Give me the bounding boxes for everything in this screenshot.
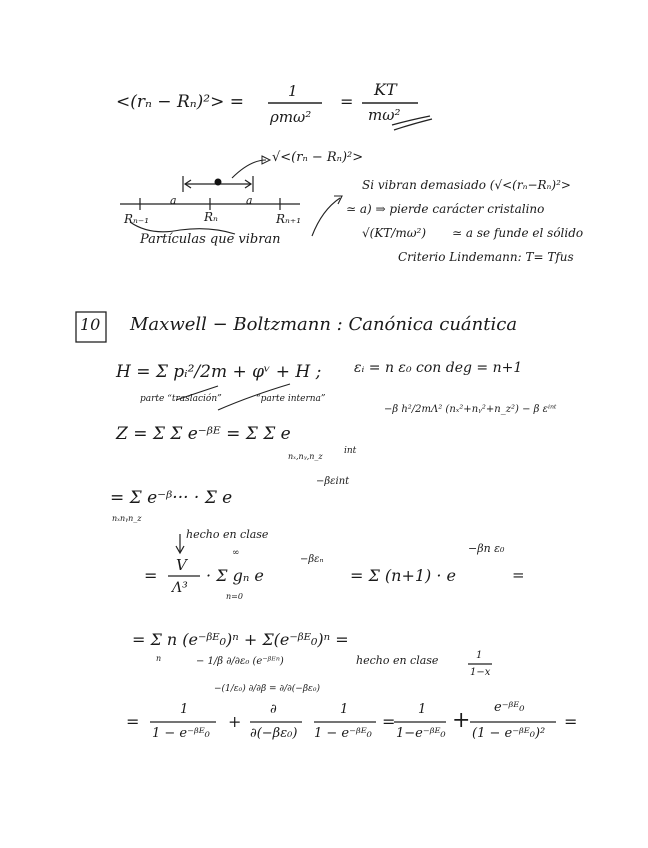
fraction-denominator: 1−x [470,667,491,678]
site-label-left: Rₙ₋₁ [124,212,150,226]
mean-square-displacement-lhs: <(rₙ − Rₙ)²> = [116,92,244,112]
fraction-denominator: (1 − e⁻ᵝᴱ₀)² [472,726,546,741]
fraction-denominator: ρmω² [270,108,312,126]
note-line-2: ≃ a) ⇒ pierde carácter cristalino [346,202,545,216]
fraction-denominator: 1 − e⁻ᵝᴱ₀ [314,726,372,741]
exponent: −β h²/2mΛ² (nₓ²+nᵧ²+n_z²) − β εⁱⁿᵗ [384,404,557,415]
site-label-center: Rₙ [204,210,218,224]
factorized-sum: = Σ e⁻ᵝ··· · Σ e [110,488,233,508]
exponent: −βεint [316,476,350,487]
spacing-label: a [246,194,253,207]
sum-degeneracy: · Σ gₙ e [206,566,264,585]
equals-sign: = [564,712,578,731]
exponent: −βn ε₀ [468,542,505,555]
section-title: Maxwell − Boltzmann : Canónica cuántica [130,314,518,335]
margin-note: hecho en clase [356,654,439,667]
note-translation: parte “traslación” [140,394,222,404]
equals-sign: = [340,92,354,111]
plus-sign: + [228,712,242,731]
derivative-identity: −(1/ε₀) ∂/∂β = ∂/∂(−βε₀) [214,684,320,694]
energy-levels: εᵢ = n ε₀ con deg = n+1 [354,360,523,376]
section-number: 10 [80,315,101,334]
partition-function-line: Z = Σ Σ e⁻ᵝᴱ = Σ Σ e [116,424,291,444]
equals-sign: = [382,712,396,731]
particle-dot [215,179,222,186]
note-line-3: ≃ a se funde el sólido [452,226,584,240]
equals-sign: = [512,566,525,584]
margin-note: hecho en clase [186,528,269,541]
note-line-4: Criterio Lindemann: T= Tfus [398,250,574,264]
fraction-denominator: 1 − e⁻ᵝᴱ₀ [152,726,210,741]
exponent: −βεₙ [300,554,324,565]
fraction-numerator: ∂ [270,702,277,717]
fraction-numerator: 1 [180,702,189,717]
fraction-numerator: 1 [418,702,427,717]
sum-lower: n=0 [226,592,243,601]
fraction-denominator: mω² [368,106,401,124]
fraction-numerator: 1 [288,82,298,100]
sum-subscript: int [344,446,357,456]
sum-degenerate-levels: = Σ (n+1) · e [350,566,456,585]
note-internal: “parte interna” [256,394,326,404]
notebook-page: <(rₙ − Rₙ)²> = 1 ρmω² = KT mω² √<(rₙ − Rₙ)²> Rₙ₋₁ a Rₙ a Rₙ₊₁ Partículas que vibran Si vibran demasiado (√<(rₙ−Rₙ)²> ≃ a) ⇒ pierde carácter cristalino √(KT/mω²) ≃ a se funde el sólido Criterio Lindemann: T= Tfus 10 Maxwell − Boltzmann : Canónica cuántica H = Σ pᵢ²/2m + φᵛ + H ; εᵢ = n ε₀ con deg = n+1 parte “traslación” “parte interna” Z = Σ Σ e⁻ᵝᴱ = Σ Σ e −β h²/2mΛ² (nₓ²+nᵧ²+n_z²) − β εⁱⁿᵗ nₓ,nᵧ,n_z int = Σ e⁻ᵝ··· · Σ e −βεint nₓnᵧn_z hecho en clase = V Λ³ · Σ gₙ e ∞ n=0 −βεₙ = Σ (n+1) · e −βn ε₀ = = Σ n (e⁻ᵝᴱ₀)ⁿ + Σ(e⁻ᵝᴱ₀)ⁿ = n − 1/β ∂/∂ε₀ (e⁻ᵝᴱⁿ) −(1/ε₀) ∂/∂β = ∂/∂(−βε₀) hecho en clase 1 1−x = 1 1 − e⁻ᵝᴱ₀ + ∂ ∂(−βε₀) 1 1 − e⁻ᵝᴱ₀ = 1 1−e⁻ᵝᴱ₀ + e⁻ᵝᴱ₀ (1 − e⁻ᵝᴱ₀)² = [0,0,648,848]
fraction-denominator: Λ³ [172,580,188,596]
sum-upper: ∞ [232,548,240,558]
geometric-series: = Σ n (e⁻ᵝᴱ₀)ⁿ + Σ(e⁻ᵝᴱ₀)ⁿ = [132,630,349,649]
hamiltonian-line: H = Σ pᵢ²/2m + φᵛ + H ; [116,362,322,382]
derivative-identity: − 1/β ∂/∂ε₀ (e⁻ᵝᴱⁿ) [196,656,284,667]
diagram-caption: Partículas que vibran [140,232,281,247]
fraction-numerator: 1 [340,702,349,717]
diagram-rms-label: √<(rₙ − Rₙ)²> [272,150,364,165]
fraction-denominator: 1−e⁻ᵝᴱ₀ [396,726,446,741]
fraction-numerator: e⁻ᵝᴱ₀ [494,700,525,715]
plus-sign: + [452,708,471,733]
note-line-3-sqrt: √(KT/mω²) [362,226,426,240]
sum-subscript: nₓnᵧn_z [112,514,142,523]
site-label-right: Rₙ₊₁ [276,212,302,226]
spacing-label: a [170,194,177,207]
fraction-denominator: ∂(−βε₀) [250,726,298,741]
fraction-numerator: KT [374,80,397,99]
fraction-numerator: 1 [476,650,483,661]
sum-subscript: n [156,654,162,663]
fraction-numerator: V [176,556,187,574]
sum-subscript: nₓ,nᵧ,n_z [288,452,323,461]
note-line-1: Si vibran demasiado (√<(rₙ−Rₙ)²> [362,178,571,192]
